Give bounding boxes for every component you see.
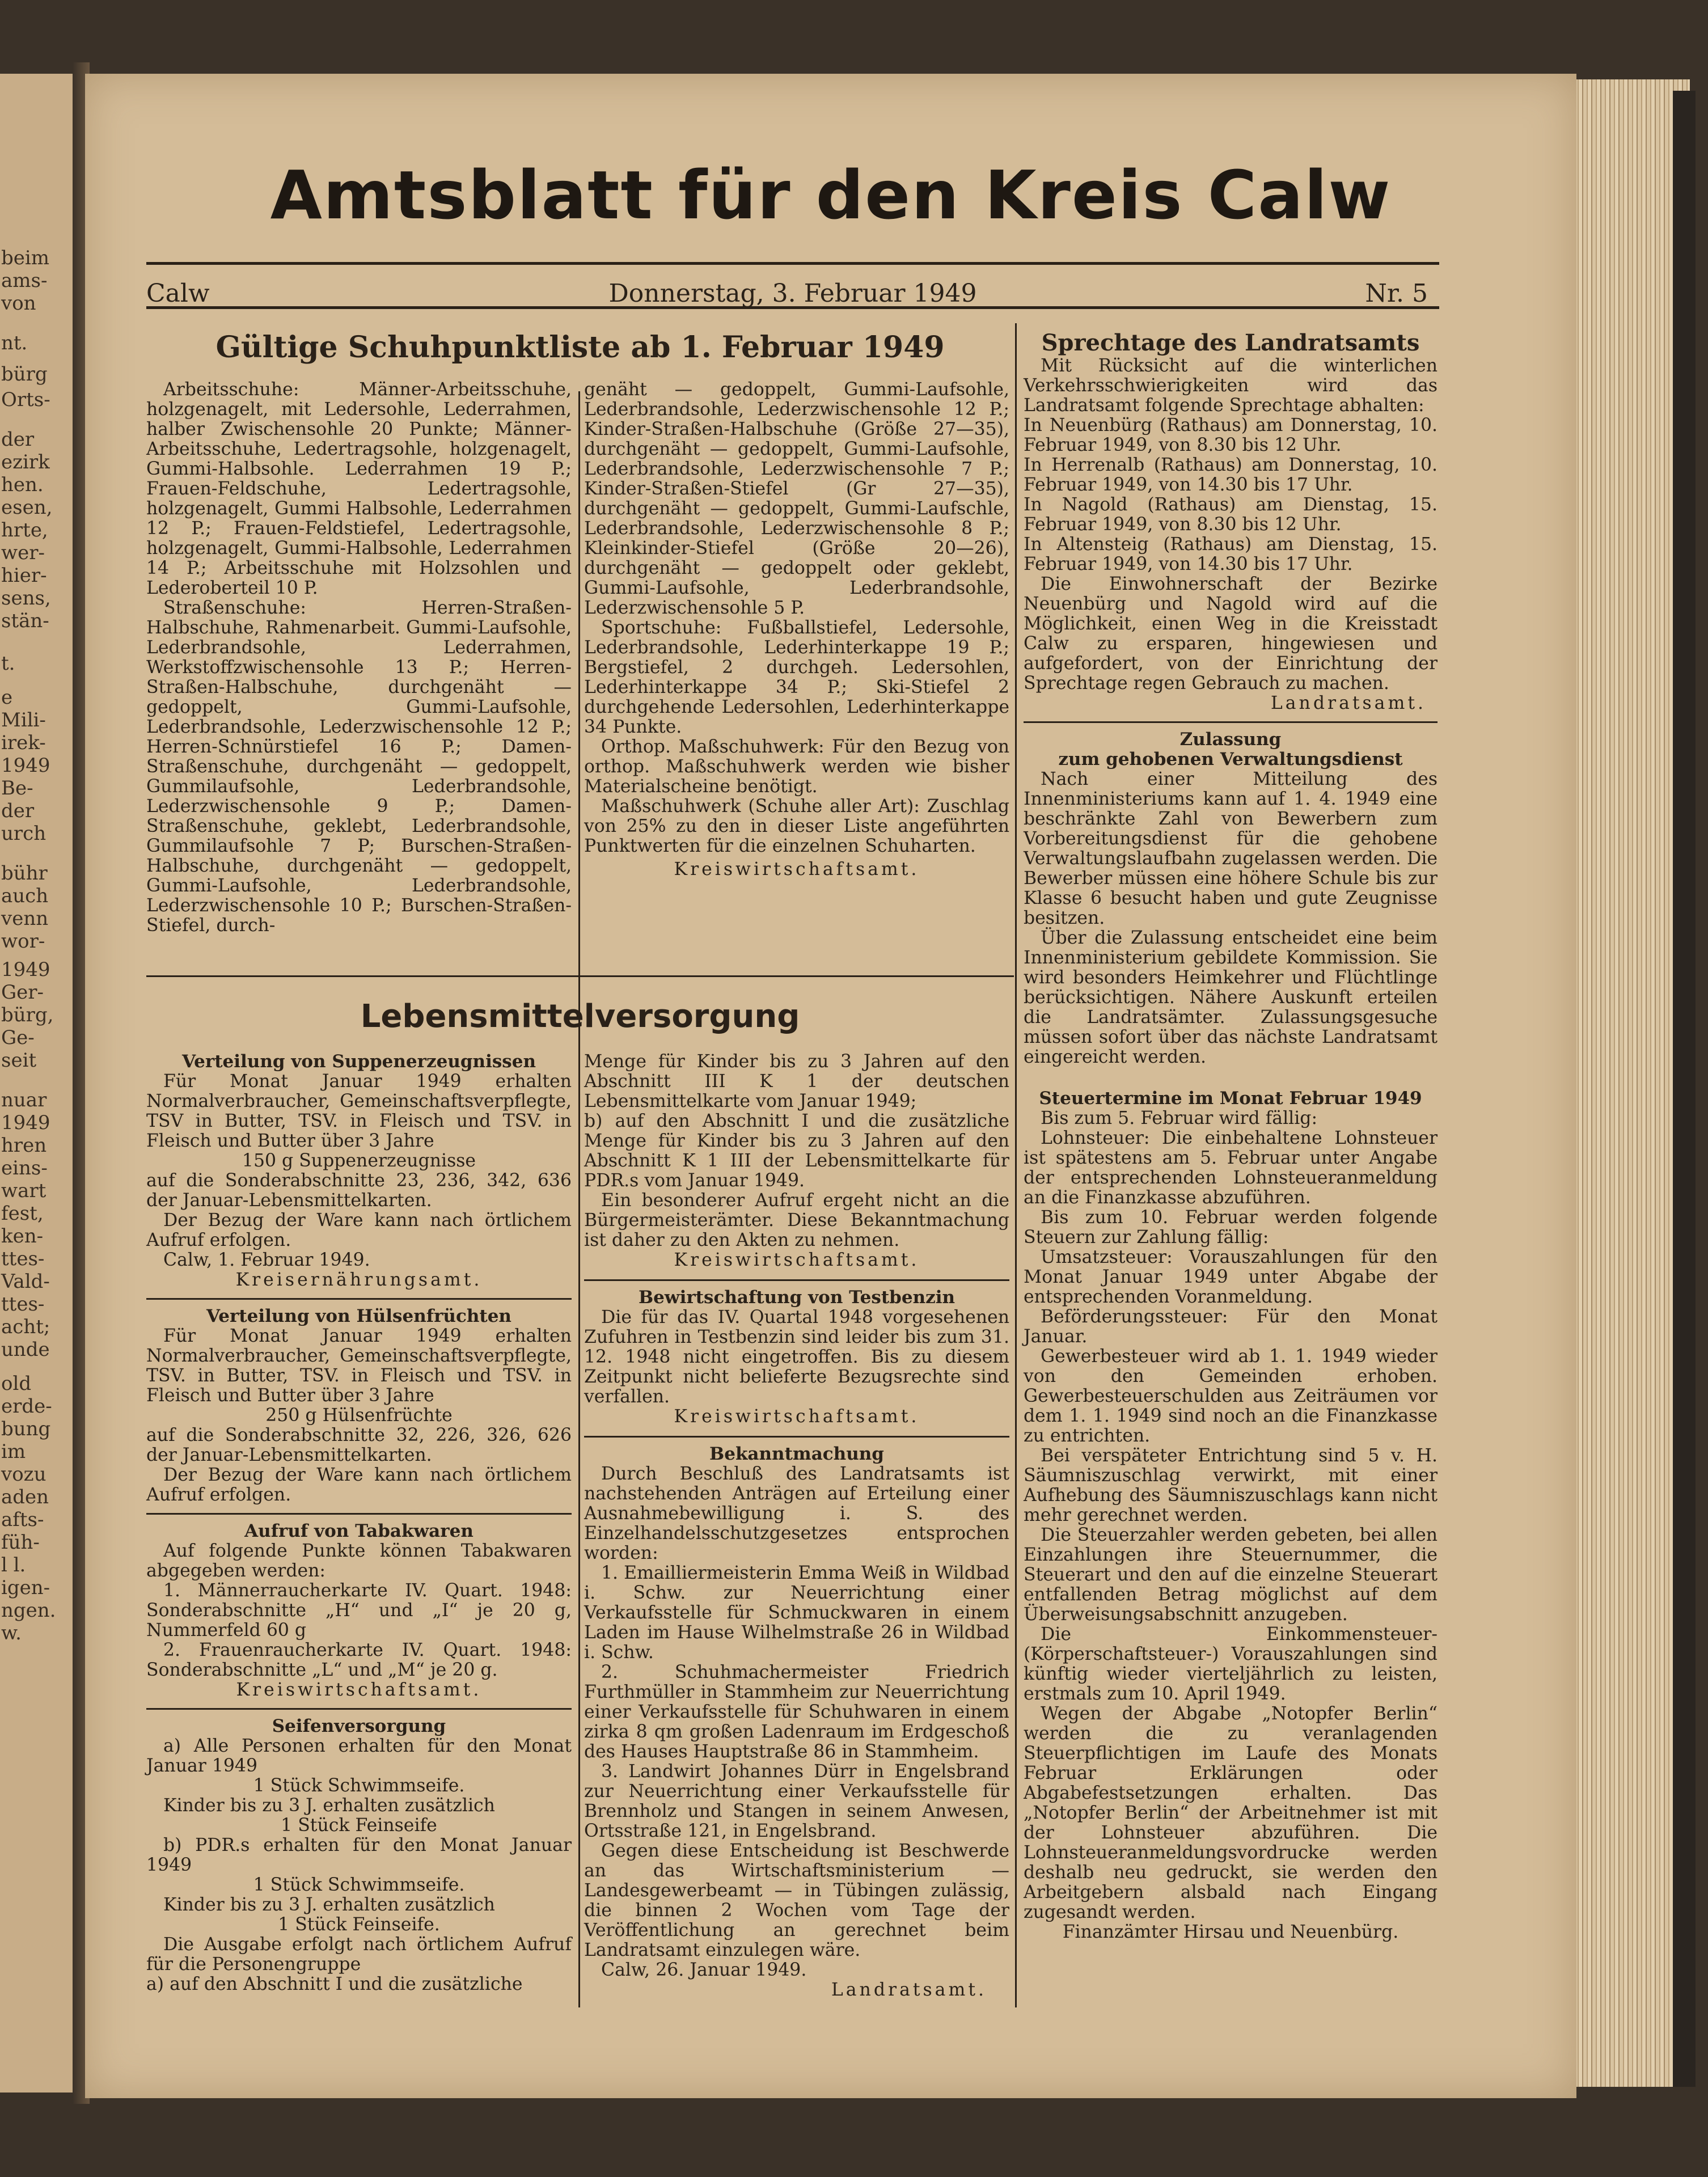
left-page-fragment: bürg bbox=[1, 363, 48, 386]
suppen-amount: 150 g Suppenerzeugnisse bbox=[242, 1151, 476, 1171]
left-page-fragment: von bbox=[1, 292, 36, 315]
schuh-kinder: genäht — gedoppelt, Gummi-Laufsohle, Lederbrandsohle, Lederzwischensohle 12 P.; Kinder-Straßen-Halbschuhe (Größe 27—35), durchgenäht — gedoppelt, Gummi-Laufsohle, Lederbrandsohle, Lederzwischensohle 7 P.; Kinder-Straßen-Stiefel (Gr 27—35), durchgenäht — gedoppelt, Gummi-Laufschle, Lederbrandsohle, Lederzwischensohle 8 P.; Kleinkinder-Stiefel (Größe 20—26), durchgenäht — gedoppelt oder geklebt, Gummi-Laufsohle, Lederbrandsohle, Lederzwischensohle 5 P. bbox=[584, 379, 1009, 618]
left-page-fragment: füh- bbox=[1, 1531, 40, 1554]
seife-a-end: a) auf den Abschnitt I und die zusätzliche bbox=[146, 1974, 523, 1994]
sprechtage-outro: Die Einwohnerschaft der Bezirke Neuenbürg und Nagold wird auf die Möglichkeit, einen Weg in die Kreisstadt Calw zu ersparen, hingewiesen und aufgefordert, von der Einrichtung der Sprechtage regen Gebrauch zu machen. bbox=[1024, 574, 1438, 694]
left-page-fragment: wart bbox=[1, 1180, 46, 1202]
left-page-fragment: aden bbox=[1, 1486, 49, 1508]
benzin-signature: Kreiswirtschaftsamt. bbox=[674, 1406, 920, 1427]
left-page-fragment: seit bbox=[1, 1049, 37, 1072]
left-page-fragment: im bbox=[1, 1440, 26, 1463]
divider bbox=[146, 1513, 572, 1515]
lebensmittel-title: Lebensmittelversorgung bbox=[360, 998, 800, 1035]
left-page-fragment: Be- bbox=[1, 777, 33, 800]
seife-cont-1: Menge für Kinder bis zu 3 Jahren auf den Abschnitt III K 1 der deutschen Lebensmittelkarte vom Januar 1949; bbox=[584, 1051, 1009, 1111]
seife-b3: 1 Stück Feinseife. bbox=[278, 1914, 440, 1935]
tabak-heading: Aufruf von Tabakwaren bbox=[244, 1521, 473, 1541]
steuer-heading: Steuertermine im Monat Februar 1949 bbox=[1039, 1088, 1422, 1109]
steuer-text: Wegen der Abgabe „Notopfer Berlin“ werden die zu veranlagenden Steuerpflichtigen im Laufe des Monats Februar Erklärungen oder Abgabefestsetzungen erhalten. Das „Notopfer Berlin“ der Arbeitnehmer ist mit der Lohnsteuer abzuführen. Die Lohnsteueranmeldungsvordrucke werden deshalb neu gedruckt, sie werden den Arbeitgebern alsbald nach Eingang zugesandt werden. bbox=[1024, 1703, 1438, 1922]
seife-a1: 1 Stück Schwimmseife. bbox=[253, 1776, 465, 1796]
steuer-text: Umsatzsteuer: Vorauszahlungen für den Monat Januar 1949 unter Abgabe der entsprechenden Voranmeldung. bbox=[1024, 1247, 1438, 1307]
lebensmittel-col2 bbox=[584, 1052, 1009, 2000]
sprechtage-item: In Neuenbürg (Rathaus) am Donnerstag, 10. Februar 1949, von 8.30 bis 12 Uhr. bbox=[1024, 415, 1438, 455]
divider bbox=[146, 1708, 572, 1710]
huelsen-bezug: Der Bezug der Ware kann nach örtlichem Aufruf erfolgen. bbox=[146, 1465, 572, 1505]
suppen-bezug: Der Bezug der Ware kann nach örtlichem Aufruf erfolgen. bbox=[146, 1210, 572, 1250]
left-page-fragment: erde- bbox=[1, 1395, 52, 1418]
left-page-fragment: t. bbox=[1, 652, 15, 675]
sprechtage-item: In Herrenalb (Rathaus) am Donnerstag, 10. Februar 1949, von 14.30 bis 17 Uhr. bbox=[1024, 455, 1438, 495]
left-page-fragment: der bbox=[1, 428, 35, 451]
left-page-fragment: hrte, bbox=[1, 519, 48, 542]
masthead: Amtsblatt für den Kreis Calw bbox=[270, 156, 1392, 234]
dateline-place: Calw bbox=[146, 279, 210, 308]
steuer-text: Bei verspäteter Entrichtung sind 5 v. H. Säumniszuschlag verwirkt, mit einer Aufhebung des Säumniszuschlags kann nicht mehr gerechnet werden. bbox=[1024, 1445, 1438, 1525]
left-page-fragment: ngen. bbox=[1, 1599, 56, 1622]
divider bbox=[1024, 721, 1438, 723]
masthead-rule-bottom bbox=[146, 306, 1439, 309]
newspaper-page bbox=[85, 74, 1576, 2098]
seife-a3: 1 Stück Feinseife bbox=[281, 1815, 437, 1836]
seife-b2: Kinder bis zu 3 J. erhalten zusätzlich bbox=[163, 1895, 495, 1915]
sprechtage-intro: Mit Rücksicht auf die winterlichen Verkehrsschwierigkeiten wird das Landratsamt folgende Sprechtage abhalten: bbox=[1024, 356, 1438, 416]
zulassung-text-2: Über die Zulassung entscheidet eine beim Innenministerium gebildete Kommission. Sie wird besonders Heimkehrer und Flüchtlinge berücksichtigen. Nähere Auskunft erteilen die Landratsämter. Zulassungsgesuche müssen sofort über das nächste Landratsamt eingereicht werden. bbox=[1024, 928, 1438, 1067]
huelsen-heading: Verteilung von Hülsenfrüchten bbox=[206, 1306, 511, 1326]
divider bbox=[584, 1436, 1009, 1438]
bekannt-heading: Bekanntmachung bbox=[709, 1444, 884, 1464]
seife-heading: Seifenversorgung bbox=[272, 1716, 446, 1736]
steuer-text: Bis zum 5. Februar wird fällig: bbox=[1041, 1108, 1318, 1128]
schuh-signature: Kreiswirtschaftsamt. bbox=[674, 859, 920, 880]
lebensmittel-rule bbox=[146, 975, 1014, 977]
left-page-fragment: vozu bbox=[1, 1463, 46, 1486]
left-page-fragment: w. bbox=[1, 1622, 22, 1645]
dateline bbox=[146, 272, 1439, 318]
steuer-text: Die Steuerzahler werden gebeten, bei allen Einzahlungen ihre Steuernummer, die Steuerart und den auf die einzelne Steuerart entfallenden Betrag möglichst auf dem Überweisungsabschnitt anzugeben. bbox=[1024, 1525, 1438, 1625]
left-page-fragment: e bbox=[1, 686, 13, 709]
left-page-fragment: auch bbox=[1, 885, 49, 907]
schuh-title: Gültige Schuhpunktliste ab 1. Februar 1949 bbox=[215, 330, 945, 365]
schuh-mass: Maßschuhwerk (Schuhe aller Art): Zuschlag von 25% zu den in dieser Liste angeführten Punktwerten für die einzelnen Schuharten. bbox=[584, 796, 1009, 856]
left-page-fragment: bühr bbox=[1, 862, 48, 885]
divider bbox=[584, 1279, 1009, 1281]
left-page-fragment: 1949 bbox=[1, 958, 50, 981]
bekannt-date: Calw, 26. Januar 1949. bbox=[601, 1960, 807, 1980]
right-column bbox=[1024, 330, 1438, 1942]
seife-ausgabe: Die Ausgabe erfolgt nach örtlichem Aufruf für die Personengruppe bbox=[146, 1934, 572, 1975]
schuh-orthop: Orthop. Maßschuhwerk: Für den Bezug von orthop. Maßschuhwerk werden wie bisher Materialscheine benötigt. bbox=[584, 737, 1009, 797]
seife-cont-3: Ein besonderer Aufruf ergeht nicht an die Bürgermeisterämter. Diese Bekanntmachung ist daher zu den Akten zu nehmen. bbox=[584, 1190, 1009, 1250]
suppen-date: Calw, 1. Februar 1949. bbox=[163, 1250, 370, 1270]
book-page-edges bbox=[1565, 79, 1690, 2087]
sprechtage-signature: Landratsamt. bbox=[1270, 693, 1426, 713]
huelsen-abschnitte: auf die Sonderabschnitte 32, 226, 326, 626 der Januar-Lebensmittelkarten. bbox=[146, 1425, 572, 1465]
left-page-fragment: unde bbox=[1, 1338, 50, 1361]
bekannt-item-2: 2. Schuhmachermeister Friedrich Furthmüller in Stammheim zur Neuerrichtung einer Verkaufsstelle für Schuhwaren in einem zirka 8 qm großen Ladenraum im Erdgeschoß des Hauses Hauptstraße 86 in Stammheim. bbox=[584, 1662, 1009, 1762]
bekannt-signature: Landratsamt. bbox=[831, 1980, 987, 2000]
column-rule-lebensmittel bbox=[578, 975, 580, 2007]
divider bbox=[146, 1298, 572, 1300]
left-page-fragment: nt. bbox=[1, 332, 28, 354]
huelsen-text: Für Monat Januar 1949 erhalten Normalverbraucher, Gemeinschaftsverpflegte, TSV. in Butter, TSV. in Fleisch und TSV. in Fleisch und Butter über 3 Jahre bbox=[146, 1326, 572, 1406]
left-page-fragment: irek- bbox=[1, 732, 46, 754]
left-page-fragment: 1949 bbox=[1, 1111, 50, 1134]
bekannt-intro: Durch Beschluß des Landratsamts ist nachstehenden Anträgen auf Erteilung einer Ausnahmebewilligung i. S. des Einzelhandelsschutzgesetzes entsprochen worden: bbox=[584, 1464, 1009, 1563]
benzin-text: Die für das IV. Quartal 1948 vorgesehenen Zufuhren in Testbenzin sind leider bis zum 31. 12. 1948 nicht eingetroffen. Bis zu diesem Zeitpunkt nicht belieferte Bezugsrechte sind verfallen. bbox=[584, 1307, 1009, 1407]
steuer-text: Beförderungssteuer: Für den Monat Januar. bbox=[1024, 1307, 1438, 1347]
steuer-text: Lohnsteuer: Die einbehaltene Lohnsteuer ist spätestens am 5. Februar unter Angabe der entsprechenden Lohnsteueranmeldung an die Finanzkasse abzuführen. bbox=[1024, 1128, 1438, 1208]
suppen-abschnitte: auf die Sonderabschnitte 23, 236, 342, 636 der Januar-Lebensmittelkarten. bbox=[146, 1170, 572, 1211]
seife-b: b) PDR.s erhalten für den Monat Januar 1949 bbox=[146, 1835, 572, 1875]
left-page-fragment: hren bbox=[1, 1134, 47, 1157]
seife-a: a) Alle Personen erhalten für den Monat Januar 1949 bbox=[146, 1736, 572, 1776]
bekannt-item-1: 1. Emailliermeisterin Emma Weiß in Wildbad i. Schw. zur Neuerrichtung einer Verkaufsstelle für Schmuckwaren in einem Laden im Hause Wilhelmstraße 26 in Wildbad i. Schw. bbox=[584, 1563, 1009, 1663]
left-page-fragment: hier- bbox=[1, 564, 47, 587]
left-page-fragment: sens, bbox=[1, 587, 51, 610]
steuer-text: Bis zum 10. Februar werden folgende Steuern zur Zahlung fällig: bbox=[1024, 1207, 1438, 1248]
left-page-fragment: old bbox=[1, 1372, 32, 1395]
left-page-fragment: Vald- bbox=[1, 1270, 50, 1293]
sprechtage-item: In Altensteig (Rathaus) am Dienstag, 15. Februar 1949, von 14.30 bis 17 Uhr. bbox=[1024, 534, 1438, 574]
left-page-fragment: ttes- bbox=[1, 1293, 45, 1316]
benzin-heading: Bewirtschaftung von Testbenzin bbox=[638, 1287, 956, 1308]
left-page-fragment: Ge- bbox=[1, 1026, 35, 1049]
left-page-fragment: ezirk bbox=[1, 451, 50, 474]
zulassung-subheading: zum gehobenen Verwaltungsdienst bbox=[1058, 749, 1403, 770]
suppen-signature: Kreisernährungsamt. bbox=[235, 1270, 483, 1290]
steuer-text: Die Einkommensteuer- (Körperschaftsteuer-) Vorauszahlungen sind künftig wieder vierteljährlich zu leisten, erstmals zum 10. April 1949. bbox=[1024, 1624, 1438, 1704]
schuh-arbeitsschuhe: Arbeitsschuhe: Männer-Arbeitsschuhe, holzgenagelt, mit Ledersohle, Lederrahmen, halber Zwischensohle 20 Punkte; Männer-Arbeitsschuhe, Ledertragsohle, holzgenagelt, Gummi-Halbsohle. Lederrahmen 19 P.; Frauen-Feldschuhe, Ledertragsohle, holzgenagelt, Gummi Halbsohle, Lederrahmen 12 P.; Frauen-Feldstiefel, Ledertragsohle, holzgenagelt, Gummi-Halbsohle, Lederrahmen 14 P.; Arbeitsschuhe mit Holzsohlen und Lederoberteil 10 P. bbox=[146, 379, 572, 598]
sprechtage-title: Sprechtage des Landratsamts bbox=[1041, 329, 1420, 356]
left-page-fragment: der bbox=[1, 800, 35, 822]
left-page-fragment: bürg, bbox=[1, 1004, 54, 1026]
left-page-fragment: Ger- bbox=[1, 981, 44, 1004]
seife-a2: Kinder bis zu 3 J. erhalten zusätzlich bbox=[163, 1795, 495, 1816]
column-rule-schuh bbox=[578, 391, 580, 975]
schuh-strassenschuhe: Straßenschuhe: Herren-Straßen-Halbschuhe, Rahmenarbeit. Gummi-Laufsohle, Lederbrandsohle, Lederrahmen, Werkstoffzwischensohle 13 P.; Herren-Straßen-Halbschuhe, durchgenäht — gedoppelt, Gummi-Laufsohle, Lederbrandsohle, Lederzwischensohle 12 P.; Herren-Schnürstiefel 16 P.; Damen-Straßenschuhe, durchgenäht — gedoppelt, Gummilaufsohle, Lederbrandsohle, Lederzwischensohle 9 P.; Damen-Straßenschuhe, geklebt, Lederbrandsohle, Gummilaufsohle 7 P; Burschen-Straßen-Halbschuhe, durchgenäht — gedoppelt, Gummi-Laufsohle, Lederbrandsohle, Lederzwischensohle 10 P.; Burschen-Straßen-Stiefel, durch- bbox=[146, 598, 572, 936]
left-page-edge bbox=[0, 74, 73, 2093]
left-page-fragment: ken- bbox=[1, 1225, 44, 1248]
left-page-fragment: Mili- bbox=[1, 709, 46, 732]
left-page-fragment: Orts- bbox=[1, 388, 50, 411]
schuh-sport: Sportschuhe: Fußballstiefel, Ledersohle, Lederbrandsohle, Lederhinterkappe 19 P.; Bergstiefel, 2 durchgeh. Ledersohlen, Lederhinterkappe 34 P.; Ski-Stiefel 2 durchgehende Ledersohlen, Lederhinterkappe 34 Punkte. bbox=[584, 618, 1009, 737]
dateline-number: Nr. 5 bbox=[1365, 279, 1428, 308]
schuh-col1 bbox=[146, 380, 572, 936]
left-page-fragment: acht; bbox=[1, 1316, 50, 1338]
tabak-item-1: 1. Männerraucherkarte IV. Quart. 1948: Sonderabschnitte „H“ und „I“ je 20 g, Nummerfeld 60 g bbox=[146, 1580, 572, 1641]
masthead-rule-top bbox=[146, 262, 1439, 265]
dateline-date: Donnerstag, 3. Februar 1949 bbox=[608, 279, 977, 308]
left-page-fragment: bung bbox=[1, 1418, 51, 1440]
bekannt-item-3: 3. Landwirt Johannes Dürr in Engelsbrand zur Neuerrichtung einer Verkaufsstelle für Brennholz und Stangen in seinem Anwesen, Ortsstraße 121, in Engelsbrand. bbox=[584, 1761, 1009, 1841]
seife-cont-2: b) auf den Abschnitt I und die zusätzliche Menge für Kinder bis zu 3 Jahren auf den Abschnitt K 1 III der Lebensmittelkarte für PDR.s vom Januar 1949. bbox=[584, 1111, 1009, 1191]
suppen-heading: Verteilung von Suppenerzeugnissen bbox=[181, 1051, 536, 1072]
left-page-fragment: ttes- bbox=[1, 1248, 45, 1270]
left-page-fragment: stän- bbox=[1, 610, 49, 632]
schuh-col2 bbox=[584, 380, 1009, 880]
huelsen-amount: 250 g Hülsenfrüchte bbox=[265, 1405, 453, 1426]
tabak-item-2: 2. Frauenraucherkarte IV. Quart. 1948: Sonderabschnitte „L“ und „M“ je 20 g. bbox=[146, 1640, 572, 1680]
left-page-fragment: igen- bbox=[1, 1576, 50, 1599]
lebensmittel-col1 bbox=[146, 1052, 572, 1994]
left-page-fragment: venn bbox=[1, 907, 49, 930]
column-rule-right bbox=[1015, 323, 1017, 2007]
bekannt-outro: Gegen diese Entscheidung ist Beschwerde an das Wirtschaftsministerium — Landesgewerbeamt — in Tübingen zulässig, die binnen 2 Wochen vom Tage der Veröffentlichung an gerechnet beim Landratsamt einzulegen wäre. bbox=[584, 1841, 1009, 1960]
seife-signature: Kreiswirtschaftsamt. bbox=[674, 1250, 920, 1270]
steuer-signature: Finanzämter Hirsau und Neuenbürg. bbox=[1062, 1922, 1399, 1942]
left-page-fragment: l l. bbox=[1, 1554, 26, 1576]
steuer-text: Gewerbesteuer wird ab 1. 1. 1949 wieder von den Gemeinden erhoben. Gewerbesteuerschulden aus Zeiträumen vor dem 1. 1. 1949 sind noch an die Finanzkasse zu entrichten. bbox=[1024, 1346, 1438, 1446]
left-page-fragment: wor- bbox=[1, 930, 45, 953]
sprechtage-item: In Nagold (Rathaus) am Dienstag, 15. Februar 1949, von 8.30 bis 12 Uhr. bbox=[1024, 494, 1438, 535]
tabak-signature: Kreiswirtschaftsamt. bbox=[236, 1680, 482, 1700]
seife-b1: 1 Stück Schwimmseife. bbox=[253, 1875, 465, 1895]
left-page-fragment: nuar bbox=[1, 1089, 47, 1111]
left-page-fragment: afts- bbox=[1, 1508, 44, 1531]
left-page-fragment: esen, bbox=[1, 496, 53, 519]
left-page-fragment: ams- bbox=[1, 269, 48, 292]
left-page-fragment: wer- bbox=[1, 542, 45, 564]
tabak-text: Auf folgende Punkte können Tabakwaren abgegeben werden: bbox=[146, 1541, 572, 1581]
left-page-fragment: 1949 bbox=[1, 754, 50, 777]
left-page-fragment: beim bbox=[1, 247, 49, 269]
book-cover-edge bbox=[1673, 91, 1696, 2087]
left-page-fragment: urch bbox=[1, 822, 46, 845]
left-page-fragment: hen. bbox=[1, 474, 44, 496]
left-page-fragment: eins- bbox=[1, 1157, 48, 1180]
zulassung-text-1: Nach einer Mitteilung des Innenministeriums kann auf 1. 4. 1949 eine beschränkte Zahl von Bewerbern zum Vorbereitungsdienst für die gehobene Verwaltungslaufbahn zugelassen werden. Die Bewerber müssen eine höhere Schule bis zur Klasse 6 besucht haben und gute Zeugnisse besitzen. bbox=[1024, 769, 1438, 928]
left-page-fragment: fest, bbox=[1, 1202, 44, 1225]
suppen-text: Für Monat Januar 1949 erhalten Normalverbraucher, Gemeinschaftsverpflegte, TSV in Butter, TSV. in Fleisch und TSV. in Fleisch und Butter über 3 Jahre bbox=[146, 1071, 572, 1151]
zulassung-heading: Zulassung bbox=[1179, 729, 1282, 750]
